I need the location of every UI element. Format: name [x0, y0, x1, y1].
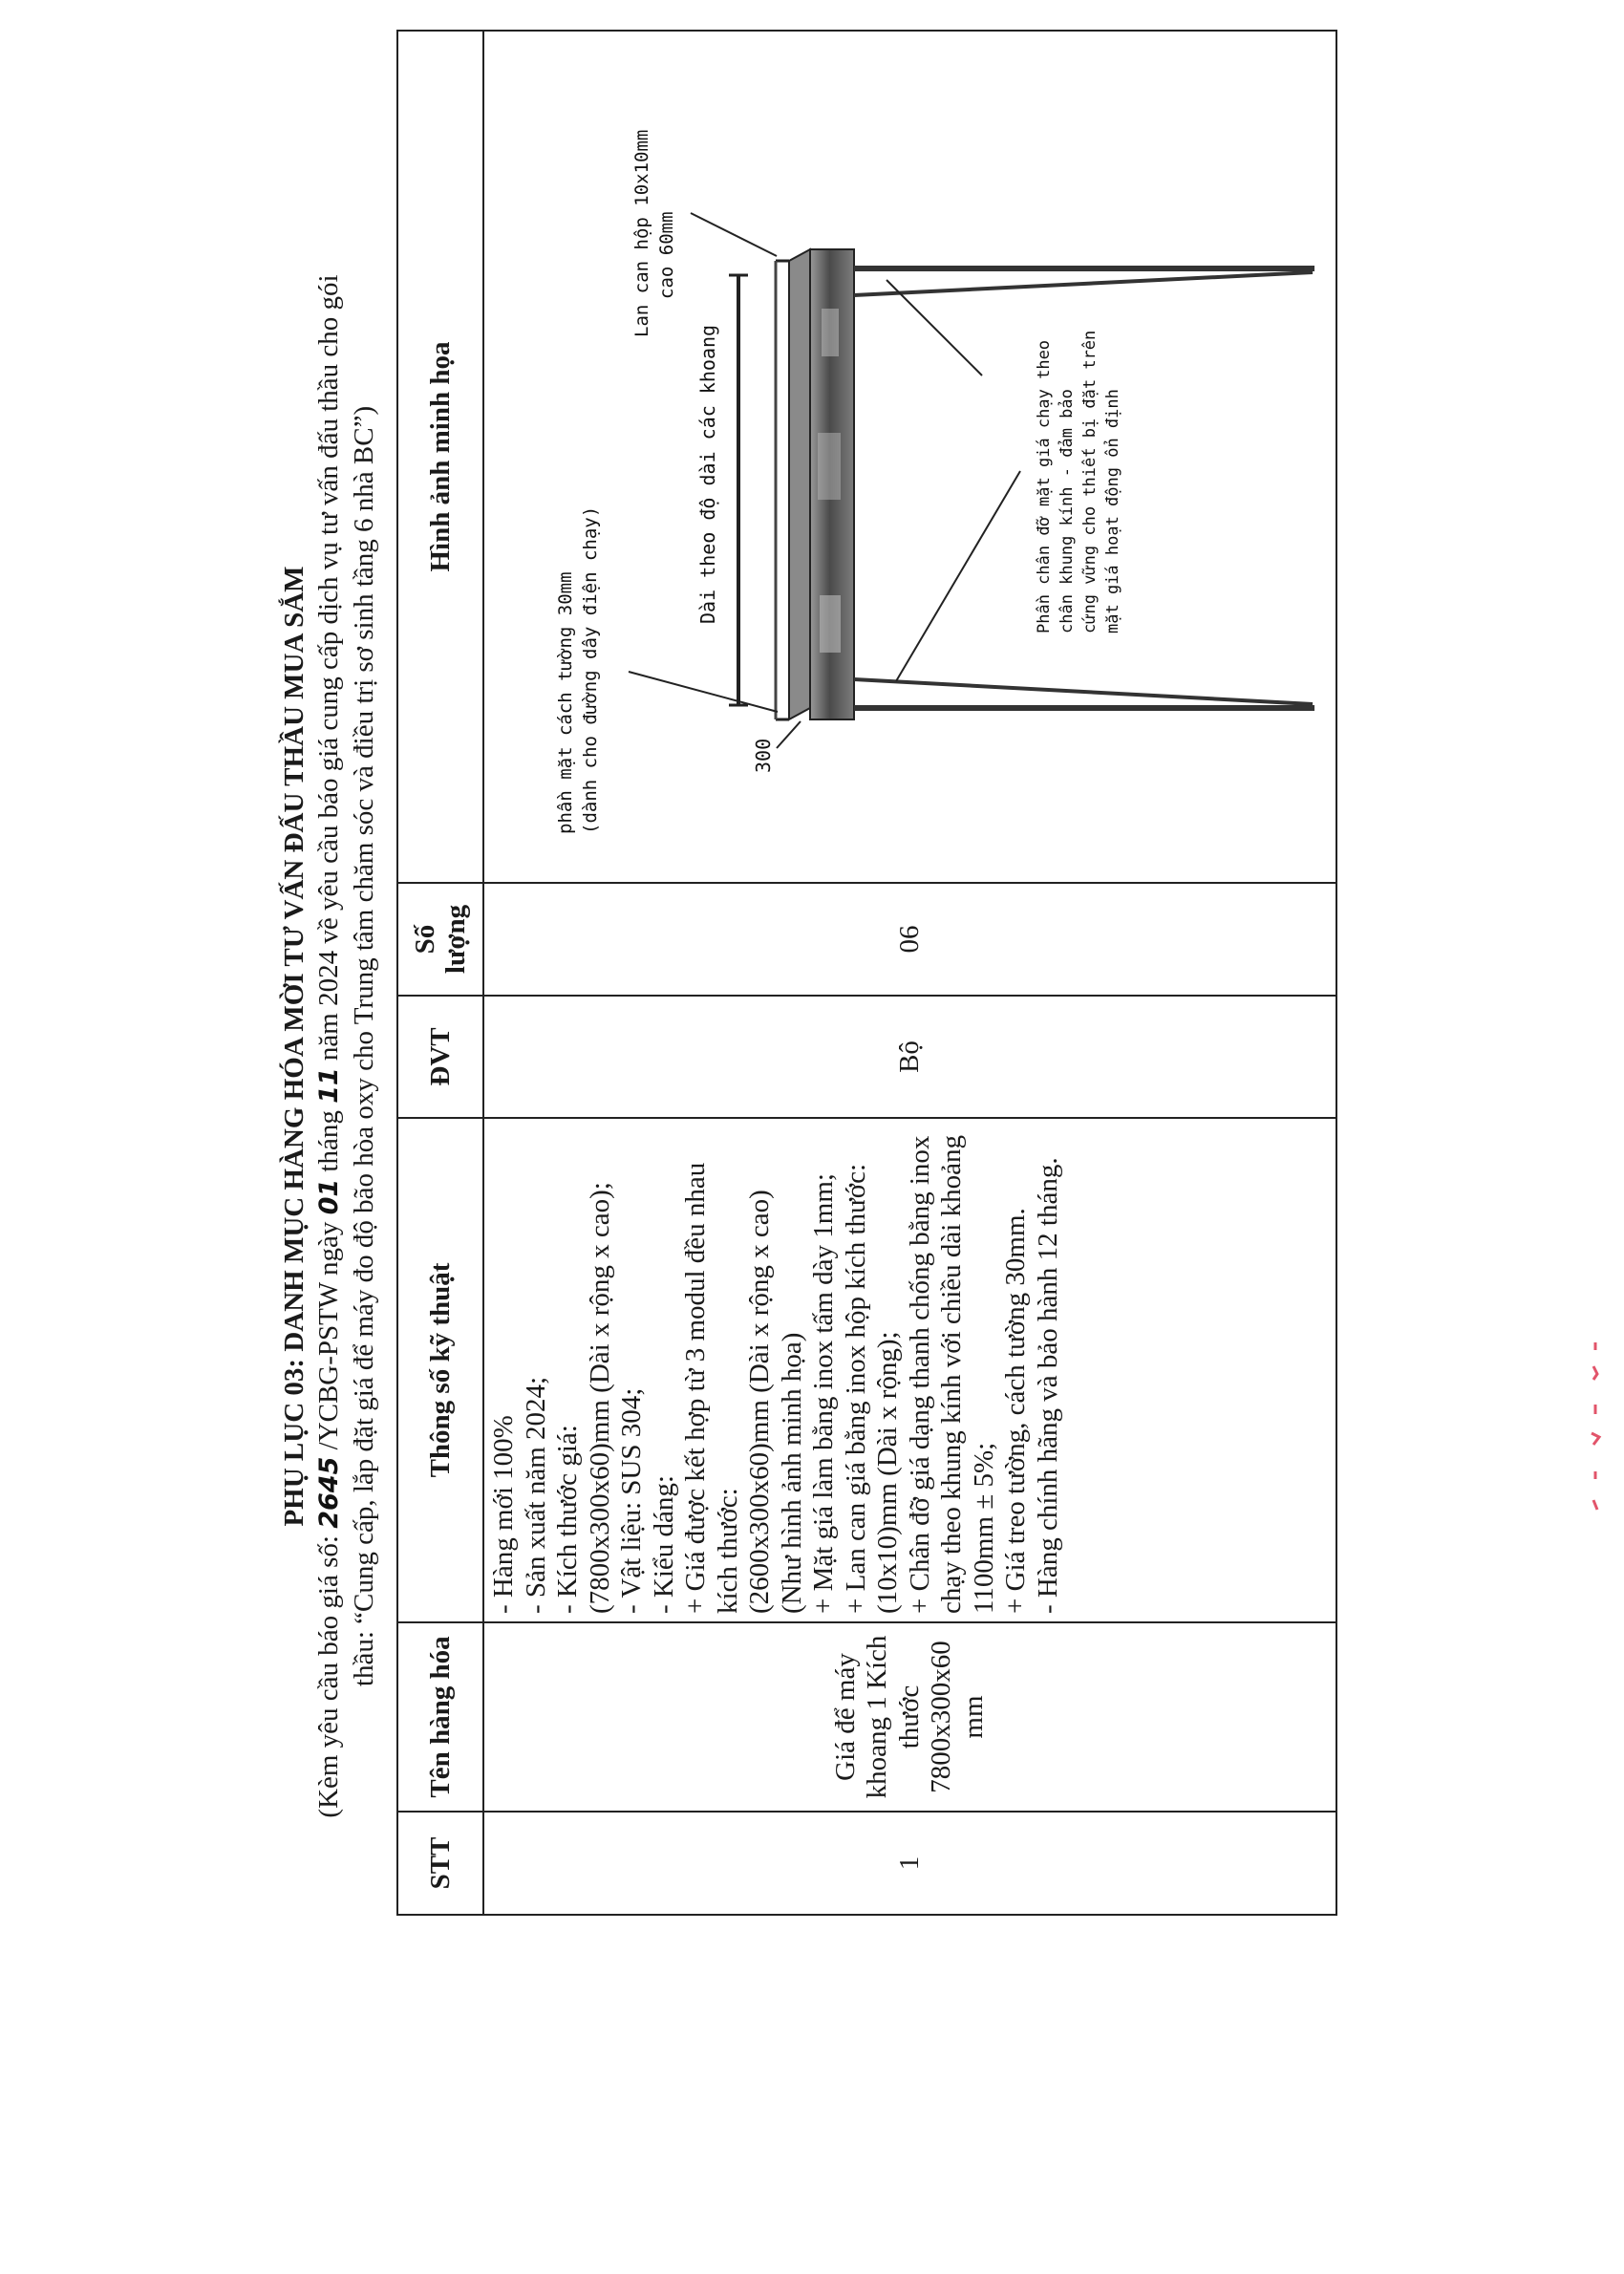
- appendix-title: PHỤ LỤC 03: DANH MỤC HÀNG HÓA MỜI TƯ VẤN ĐẤU THẦU MUA SẮM: [279, 566, 310, 1527]
- spec-line: + Giá treo tường, cách tường 30mm.: [1000, 1208, 1031, 1614]
- cell-stt: 1: [483, 1812, 1336, 1915]
- col-header-unit: ĐVT: [397, 996, 483, 1118]
- spec-line: - Vật liệu: SUS 304;: [616, 1387, 647, 1614]
- table-header-row: [397, 31, 483, 1915]
- shelf-illustration: [485, 41, 1326, 872]
- table-row: [483, 31, 1336, 1915]
- goods-table: [396, 30, 1337, 1916]
- label-rail-size: Lan can hộp 10x10mm: [631, 129, 653, 337]
- cell-illustration: [483, 31, 1336, 883]
- label-depth: 300: [752, 738, 776, 773]
- col-header-stt: STT: [397, 1812, 483, 1915]
- document-header: [277, 139, 381, 1954]
- label-leg-4: mặt giá hoạt động ổn định: [1103, 389, 1123, 633]
- spec-line: + Mặt giá làm bằng inox tấm dày 1mm;: [808, 1173, 839, 1614]
- reference-line: (Kèm yêu cầu báo giá số: 2645 /YCBG-PSTW ngày 01 tháng 11 năm 2024 về yêu cầu báo giá cung cấp dịch vụ tư vấn đấu thầu cho gói: [313, 274, 344, 1818]
- col-header-name: Tên hàng hóa: [397, 1622, 483, 1812]
- handwritten-doc-number: 2645: [314, 1456, 344, 1529]
- spec-line: + Lan can giá bằng inox hộp kích thước: (10x10)mm (Dài x rộng);: [840, 1163, 903, 1614]
- spec-line: - Sản xuất năm 2024;: [520, 1376, 551, 1614]
- shelf-plate: [789, 249, 810, 719]
- spec-line: + Giá được kết hợp từ 3 modul đều nhau kích thước:: [680, 1162, 743, 1614]
- stamp-marks: [1576, 1338, 1614, 1529]
- label-rail-height: cao 60mm: [656, 211, 678, 299]
- package-name-line: thầu: “Cung cấp, lắp đặt giá để máy đo độ bão hòa oxy cho Trung tâm chăm sóc và điều trị sơ sinh tầng 6 nhà BC”): [349, 405, 379, 1687]
- label-leg-2: chân khung kính - đảm bảo: [1058, 389, 1078, 633]
- handwritten-day: 01: [314, 1178, 344, 1215]
- label-wall-gap: phần mặt cách tường 30mm: [555, 571, 577, 834]
- label-leg-3: cứng vững cho thiết bị đặt trên: [1080, 330, 1100, 633]
- rotated-landscape-content: [277, 129, 1400, 1954]
- handwritten-month: 11: [314, 1067, 344, 1104]
- cell-spec: [483, 1118, 1336, 1622]
- col-header-spec: Thông số kỹ thuật: [397, 1118, 483, 1622]
- cell-qty: 06: [483, 883, 1336, 996]
- label-length: Dài theo độ dài các khoang: [696, 324, 720, 624]
- spec-line: - Hàng chính hãng và bảo hành 12 tháng.: [1032, 1157, 1063, 1614]
- spec-line: - Kích thước giá:: [552, 1425, 583, 1614]
- cell-unit: Bộ: [483, 996, 1336, 1118]
- spec-line: - Hàng mới 100%: [488, 1415, 519, 1614]
- col-header-qty: Số lượng: [397, 883, 483, 996]
- spec-line: - Kiểu dáng:: [648, 1475, 679, 1614]
- label-leg-1: Phần chân đỡ mặt giá chạy theo: [1035, 339, 1055, 633]
- spec-line: (2600x300x60)mm (Dài x rộng x cao) (Như hình ảnh minh họa): [744, 1190, 807, 1614]
- cell-name: Giá để máy khoang 1 Kích thước 7800x300x60 mm: [483, 1622, 1336, 1812]
- col-header-image: Hình ảnh minh họa: [397, 31, 483, 883]
- label-wall-gap-note: (dành cho đường dây điện chạy): [580, 505, 602, 834]
- spec-line: + Chân đỡ giá dạng thanh chống bằng inox chạy theo khung kính với chiều dài khoảng 1100mm ± 5%;: [904, 1135, 999, 1614]
- spec-line: (7800x300x60)mm (Dài x rộng x cao);: [584, 1182, 615, 1614]
